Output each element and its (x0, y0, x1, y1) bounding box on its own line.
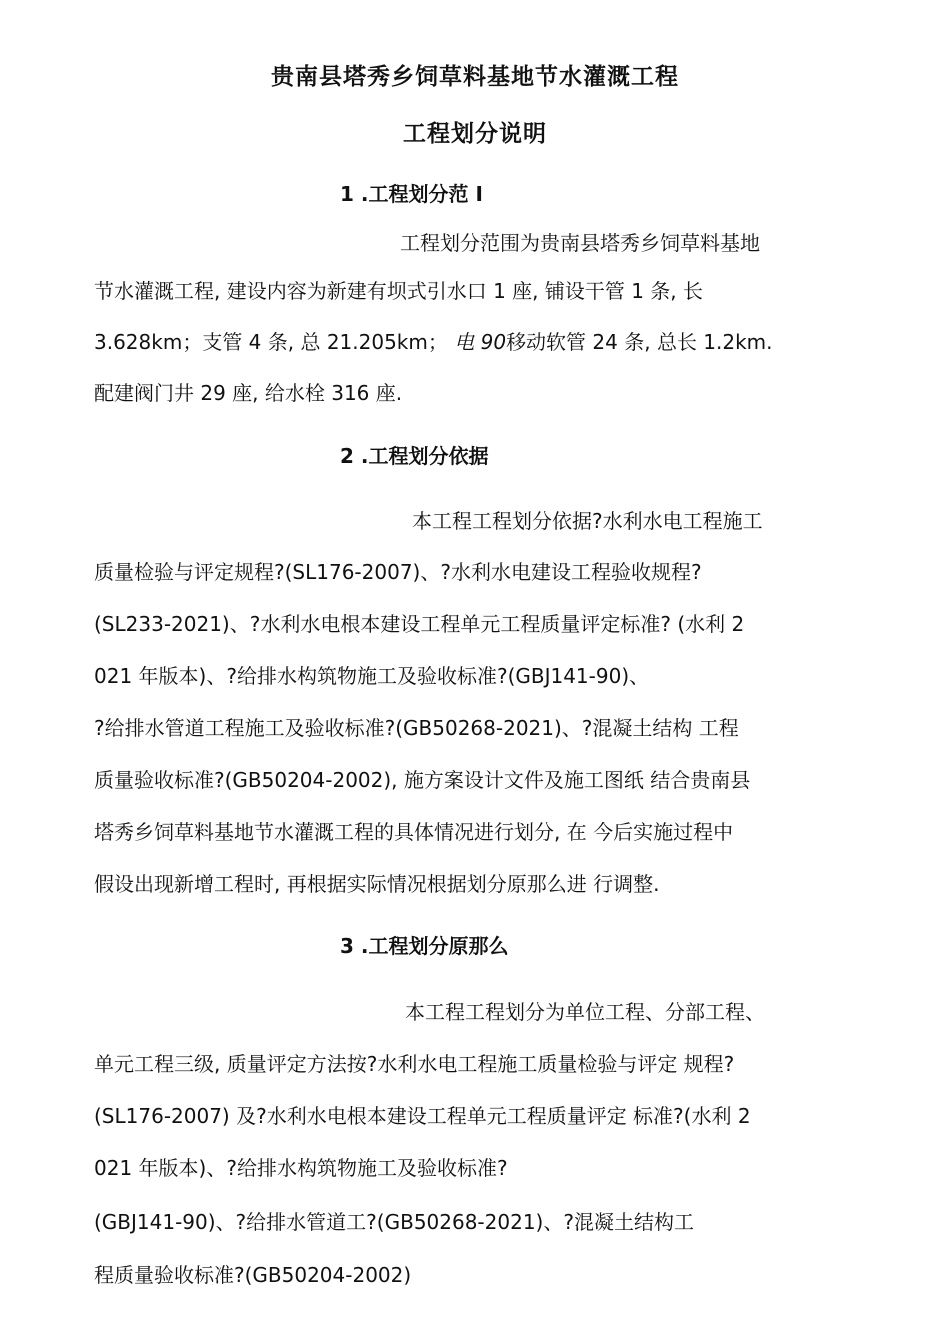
section-1-paragraph-line: 配建阀门井 29 座, 给水栓 316 座. (94, 381, 403, 405)
section-3-paragraph-line: 单元工程三级, 质量评定方法按?水利水电工程施工质量检验与评定 规程? (94, 1052, 735, 1076)
section-2-heading: 2 .工程划分依据 (340, 444, 489, 468)
section-3-paragraph-line: (SL176-2007) 及?水利水电根本建设工程单元工程质量评定 标准?(水利 2 (94, 1104, 751, 1128)
section-3-paragraph-line: 程质量验收标准?(GB50204-2002) (94, 1263, 412, 1287)
section-1-paragraph-line: 工程划分范围为贵南县塔秀乡饲草料基地 (400, 231, 760, 255)
section-2-paragraph-line: 021 年版本)、?给排水构筑物施工及验收标准?(GBJ141-90)、 (94, 664, 650, 688)
section-1-italic-run: 电 90 (454, 330, 507, 354)
section-2-paragraph-line: ?给排水管道工程施工及验收标准?(GB50268-2021)、?混凝土结构 工程 (94, 716, 739, 740)
section-2-paragraph-line: 质量检验与评定规程?(SL176-2007)、?水利水电建设工程验收规程? (94, 560, 702, 584)
section-1-text-run: 移动软管 24 条, 总长 1.2km. (506, 330, 773, 354)
section-2-paragraph-line: (SL233-2021)、?水利水电根本建设工程单元工程质量评定标准? (水利 2 (94, 612, 745, 636)
section-1-paragraph-line (94, 330, 773, 354)
section-2-paragraph-line: 质量验收标准?(GB50204-2002), 施方案设计文件及施工图纸 结合贵南县 (94, 768, 751, 792)
section-2-paragraph-line: 假设出现新增工程时, 再根据实际情况根据划分原那么进 行调整. (94, 872, 660, 896)
section-3-paragraph-line: 021 年版本)、?给排水构筑物施工及验收标准? (94, 1156, 508, 1180)
document-title: 贵南县塔秀乡饲草料基地节水灌溉工程 (271, 64, 679, 90)
section-1-text-run: 3.628km；支管 4 条, 总 21.205km； (94, 330, 448, 354)
section-3-paragraph-line: 本工程工程划分为单位工程、分部工程、 (405, 1000, 765, 1024)
document-subtitle: 工程划分说明 (403, 121, 547, 147)
section-1-paragraph-line: 节水灌溉工程, 建设内容为新建有坝式引水口 1 座, 铺设干管 1 条, 长 (94, 279, 704, 303)
section-2-paragraph-line: 本工程工程划分依据?水利水电工程施工 (412, 509, 763, 533)
section-3-paragraph-line: (GBJ141-90)、?给排水管道工?(GB50268-2021)、?混凝土结构工 (94, 1210, 694, 1234)
section-3-heading: 3 .工程划分原那么 (340, 934, 509, 958)
section-2-paragraph-line: 塔秀乡饲草料基地节水灌溉工程的具体情况进行划分, 在 今后实施过程中 (94, 820, 734, 844)
section-1-heading: 1 .工程划分范 I (340, 182, 483, 206)
